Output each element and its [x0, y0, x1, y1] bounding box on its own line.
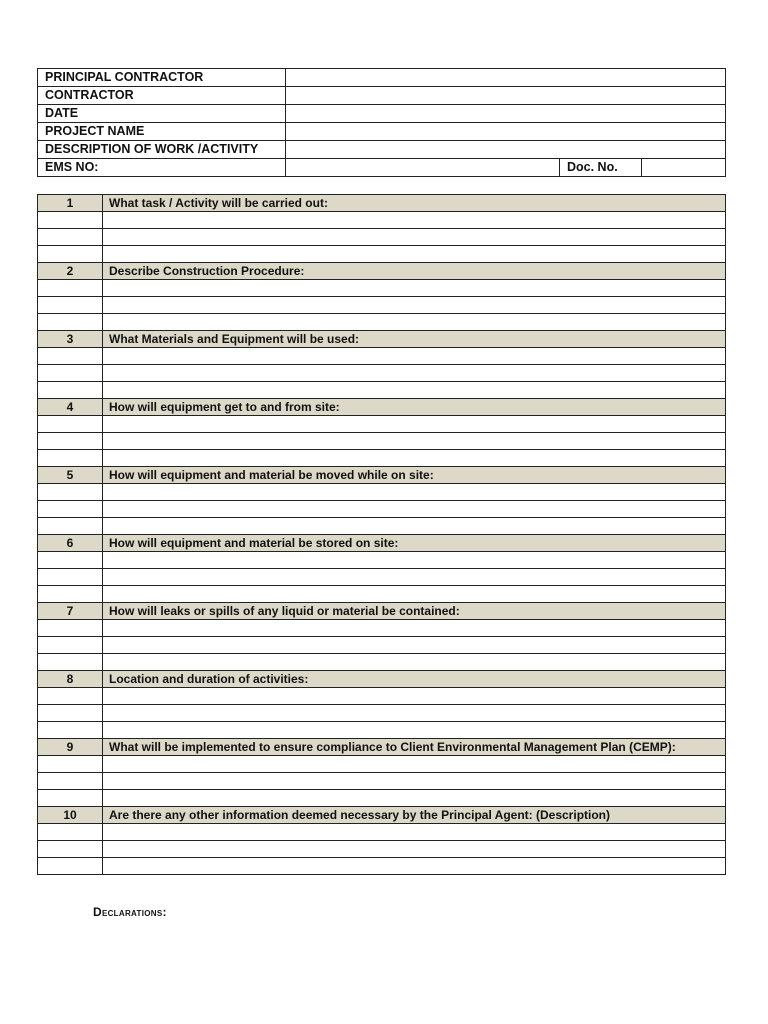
- answer-cell[interactable]: [103, 518, 726, 535]
- doc-no-field[interactable]: [642, 159, 726, 177]
- answer-number-cell[interactable]: [38, 858, 103, 875]
- description-row: [38, 141, 726, 159]
- question-number: 4: [38, 399, 103, 416]
- answer-number-cell[interactable]: [38, 212, 103, 229]
- answer-row: [38, 654, 726, 671]
- description-field[interactable]: [286, 141, 726, 159]
- question-text: What task / Activity will be carried out:: [103, 195, 726, 212]
- answer-cell[interactable]: [103, 790, 726, 807]
- answer-cell[interactable]: [103, 450, 726, 467]
- question-row: [38, 399, 726, 416]
- answer-cell[interactable]: [103, 229, 726, 246]
- answer-cell[interactable]: [103, 688, 726, 705]
- answer-row: [38, 841, 726, 858]
- project-info-table: [37, 68, 726, 177]
- answer-row: [38, 280, 726, 297]
- question-text: How will leaks or spills of any liquid or material be contained:: [103, 603, 726, 620]
- answer-number-cell[interactable]: [38, 569, 103, 586]
- answer-cell[interactable]: [103, 501, 726, 518]
- answer-row: [38, 246, 726, 263]
- ems-no-field[interactable]: [286, 159, 560, 177]
- answer-row: [38, 229, 726, 246]
- question-row: [38, 331, 726, 348]
- question-row: [38, 671, 726, 688]
- answer-row: [38, 586, 726, 603]
- answer-cell[interactable]: [103, 484, 726, 501]
- questions-table: [37, 194, 726, 875]
- answer-cell[interactable]: [103, 722, 726, 739]
- date-field[interactable]: [286, 105, 726, 123]
- answer-row: [38, 824, 726, 841]
- answer-row: [38, 756, 726, 773]
- answer-row: [38, 484, 726, 501]
- answer-cell[interactable]: [103, 552, 726, 569]
- answer-number-cell[interactable]: [38, 246, 103, 263]
- question-number: 1: [38, 195, 103, 212]
- answer-row: [38, 637, 726, 654]
- answer-cell[interactable]: [103, 314, 726, 331]
- contractor-field[interactable]: [286, 87, 726, 105]
- question-row: [38, 467, 726, 484]
- answer-number-cell[interactable]: [38, 365, 103, 382]
- answer-row: [38, 705, 726, 722]
- answer-row: [38, 297, 726, 314]
- answer-cell[interactable]: [103, 297, 726, 314]
- answer-cell[interactable]: [103, 416, 726, 433]
- answer-row: [38, 501, 726, 518]
- answer-row: [38, 433, 726, 450]
- answer-row: [38, 365, 726, 382]
- answer-number-cell[interactable]: [38, 280, 103, 297]
- principal-contractor-field[interactable]: [286, 69, 726, 87]
- question-row: [38, 603, 726, 620]
- answer-number-cell[interactable]: [38, 637, 103, 654]
- answer-number-cell[interactable]: [38, 433, 103, 450]
- answer-row: [38, 450, 726, 467]
- contractor-row: [38, 87, 726, 105]
- answer-cell[interactable]: [103, 858, 726, 875]
- answer-cell[interactable]: [103, 212, 726, 229]
- answer-cell[interactable]: [103, 705, 726, 722]
- contractor-label: CONTRACTOR: [38, 87, 286, 105]
- principal-contractor-row: [38, 69, 726, 87]
- answer-row: [38, 722, 726, 739]
- question-text: How will equipment get to and from site:: [103, 399, 726, 416]
- answer-cell[interactable]: [103, 773, 726, 790]
- question-number: 2: [38, 263, 103, 280]
- question-number: 10: [38, 807, 103, 824]
- answer-number-cell[interactable]: [38, 229, 103, 246]
- question-text: Location and duration of activities:: [103, 671, 726, 688]
- project-name-row: [38, 123, 726, 141]
- principal-contractor-label: PRINCIPAL CONTRACTOR: [38, 69, 286, 87]
- answer-number-cell[interactable]: [38, 688, 103, 705]
- answer-row: [38, 552, 726, 569]
- answer-row: [38, 212, 726, 229]
- answer-row: [38, 314, 726, 331]
- answer-row: [38, 518, 726, 535]
- answer-row: [38, 773, 726, 790]
- answer-cell[interactable]: [103, 365, 726, 382]
- answer-row: [38, 620, 726, 637]
- answer-cell[interactable]: [103, 620, 726, 637]
- answer-number-cell[interactable]: [38, 484, 103, 501]
- answer-number-cell[interactable]: [38, 790, 103, 807]
- answer-row: [38, 688, 726, 705]
- answer-cell[interactable]: [103, 756, 726, 773]
- declarations-heading: Declarations:: [93, 905, 167, 919]
- project-name-label: PROJECT NAME: [38, 123, 286, 141]
- answer-cell[interactable]: [103, 280, 726, 297]
- answer-number-cell[interactable]: [38, 416, 103, 433]
- answer-number-cell[interactable]: [38, 620, 103, 637]
- answer-cell[interactable]: [103, 824, 726, 841]
- question-number: 7: [38, 603, 103, 620]
- answer-number-cell[interactable]: [38, 756, 103, 773]
- answer-number-cell[interactable]: [38, 586, 103, 603]
- question-row: [38, 195, 726, 212]
- ems-no-label: EMS NO:: [38, 159, 286, 177]
- project-name-field[interactable]: [286, 123, 726, 141]
- answer-number-cell[interactable]: [38, 501, 103, 518]
- answer-row: [38, 858, 726, 875]
- answer-number-cell[interactable]: [38, 773, 103, 790]
- answer-cell[interactable]: [103, 433, 726, 450]
- date-label: DATE: [38, 105, 286, 123]
- question-number: 8: [38, 671, 103, 688]
- question-text: How will equipment and material be moved while on site:: [103, 467, 726, 484]
- date-row: [38, 105, 726, 123]
- question-number: 5: [38, 467, 103, 484]
- answer-cell[interactable]: [103, 569, 726, 586]
- answer-row: [38, 382, 726, 399]
- question-row: [38, 739, 726, 756]
- answer-cell[interactable]: [103, 382, 726, 399]
- answer-cell[interactable]: [103, 246, 726, 263]
- answer-row: [38, 416, 726, 433]
- ems-row: [38, 159, 726, 177]
- question-text: What Materials and Equipment will be used:: [103, 331, 726, 348]
- answer-cell[interactable]: [103, 348, 726, 365]
- question-text: What will be implemented to ensure compliance to Client Environmental Management Plan (CEMP):: [103, 739, 726, 756]
- answer-number-cell[interactable]: [38, 552, 103, 569]
- doc-no-label: Doc. No.: [560, 159, 642, 177]
- answer-number-cell[interactable]: [38, 824, 103, 841]
- questions-body: [38, 195, 726, 875]
- answer-number-cell[interactable]: [38, 382, 103, 399]
- answer-row: [38, 790, 726, 807]
- question-row: [38, 263, 726, 280]
- question-text: How will equipment and material be stored on site:: [103, 535, 726, 552]
- description-label: DESCRIPTION OF WORK /ACTIVITY: [38, 141, 286, 159]
- answer-cell[interactable]: [103, 654, 726, 671]
- answer-cell[interactable]: [103, 586, 726, 603]
- question-text: Are there any other information deemed necessary by the Principal Agent: (Description): [103, 807, 726, 824]
- answer-row: [38, 348, 726, 365]
- question-number: 9: [38, 739, 103, 756]
- answer-number-cell[interactable]: [38, 297, 103, 314]
- answer-number-cell[interactable]: [38, 348, 103, 365]
- answer-number-cell[interactable]: [38, 314, 103, 331]
- answer-row: [38, 569, 726, 586]
- answer-cell[interactable]: [103, 637, 726, 654]
- answer-number-cell[interactable]: [38, 654, 103, 671]
- question-row: [38, 807, 726, 824]
- answer-number-cell[interactable]: [38, 705, 103, 722]
- answer-cell[interactable]: [103, 841, 726, 858]
- answer-number-cell[interactable]: [38, 841, 103, 858]
- question-text: Describe Construction Procedure:: [103, 263, 726, 280]
- answer-number-cell[interactable]: [38, 450, 103, 467]
- question-number: 6: [38, 535, 103, 552]
- answer-number-cell[interactable]: [38, 518, 103, 535]
- question-row: [38, 535, 726, 552]
- answer-number-cell[interactable]: [38, 722, 103, 739]
- question-number: 3: [38, 331, 103, 348]
